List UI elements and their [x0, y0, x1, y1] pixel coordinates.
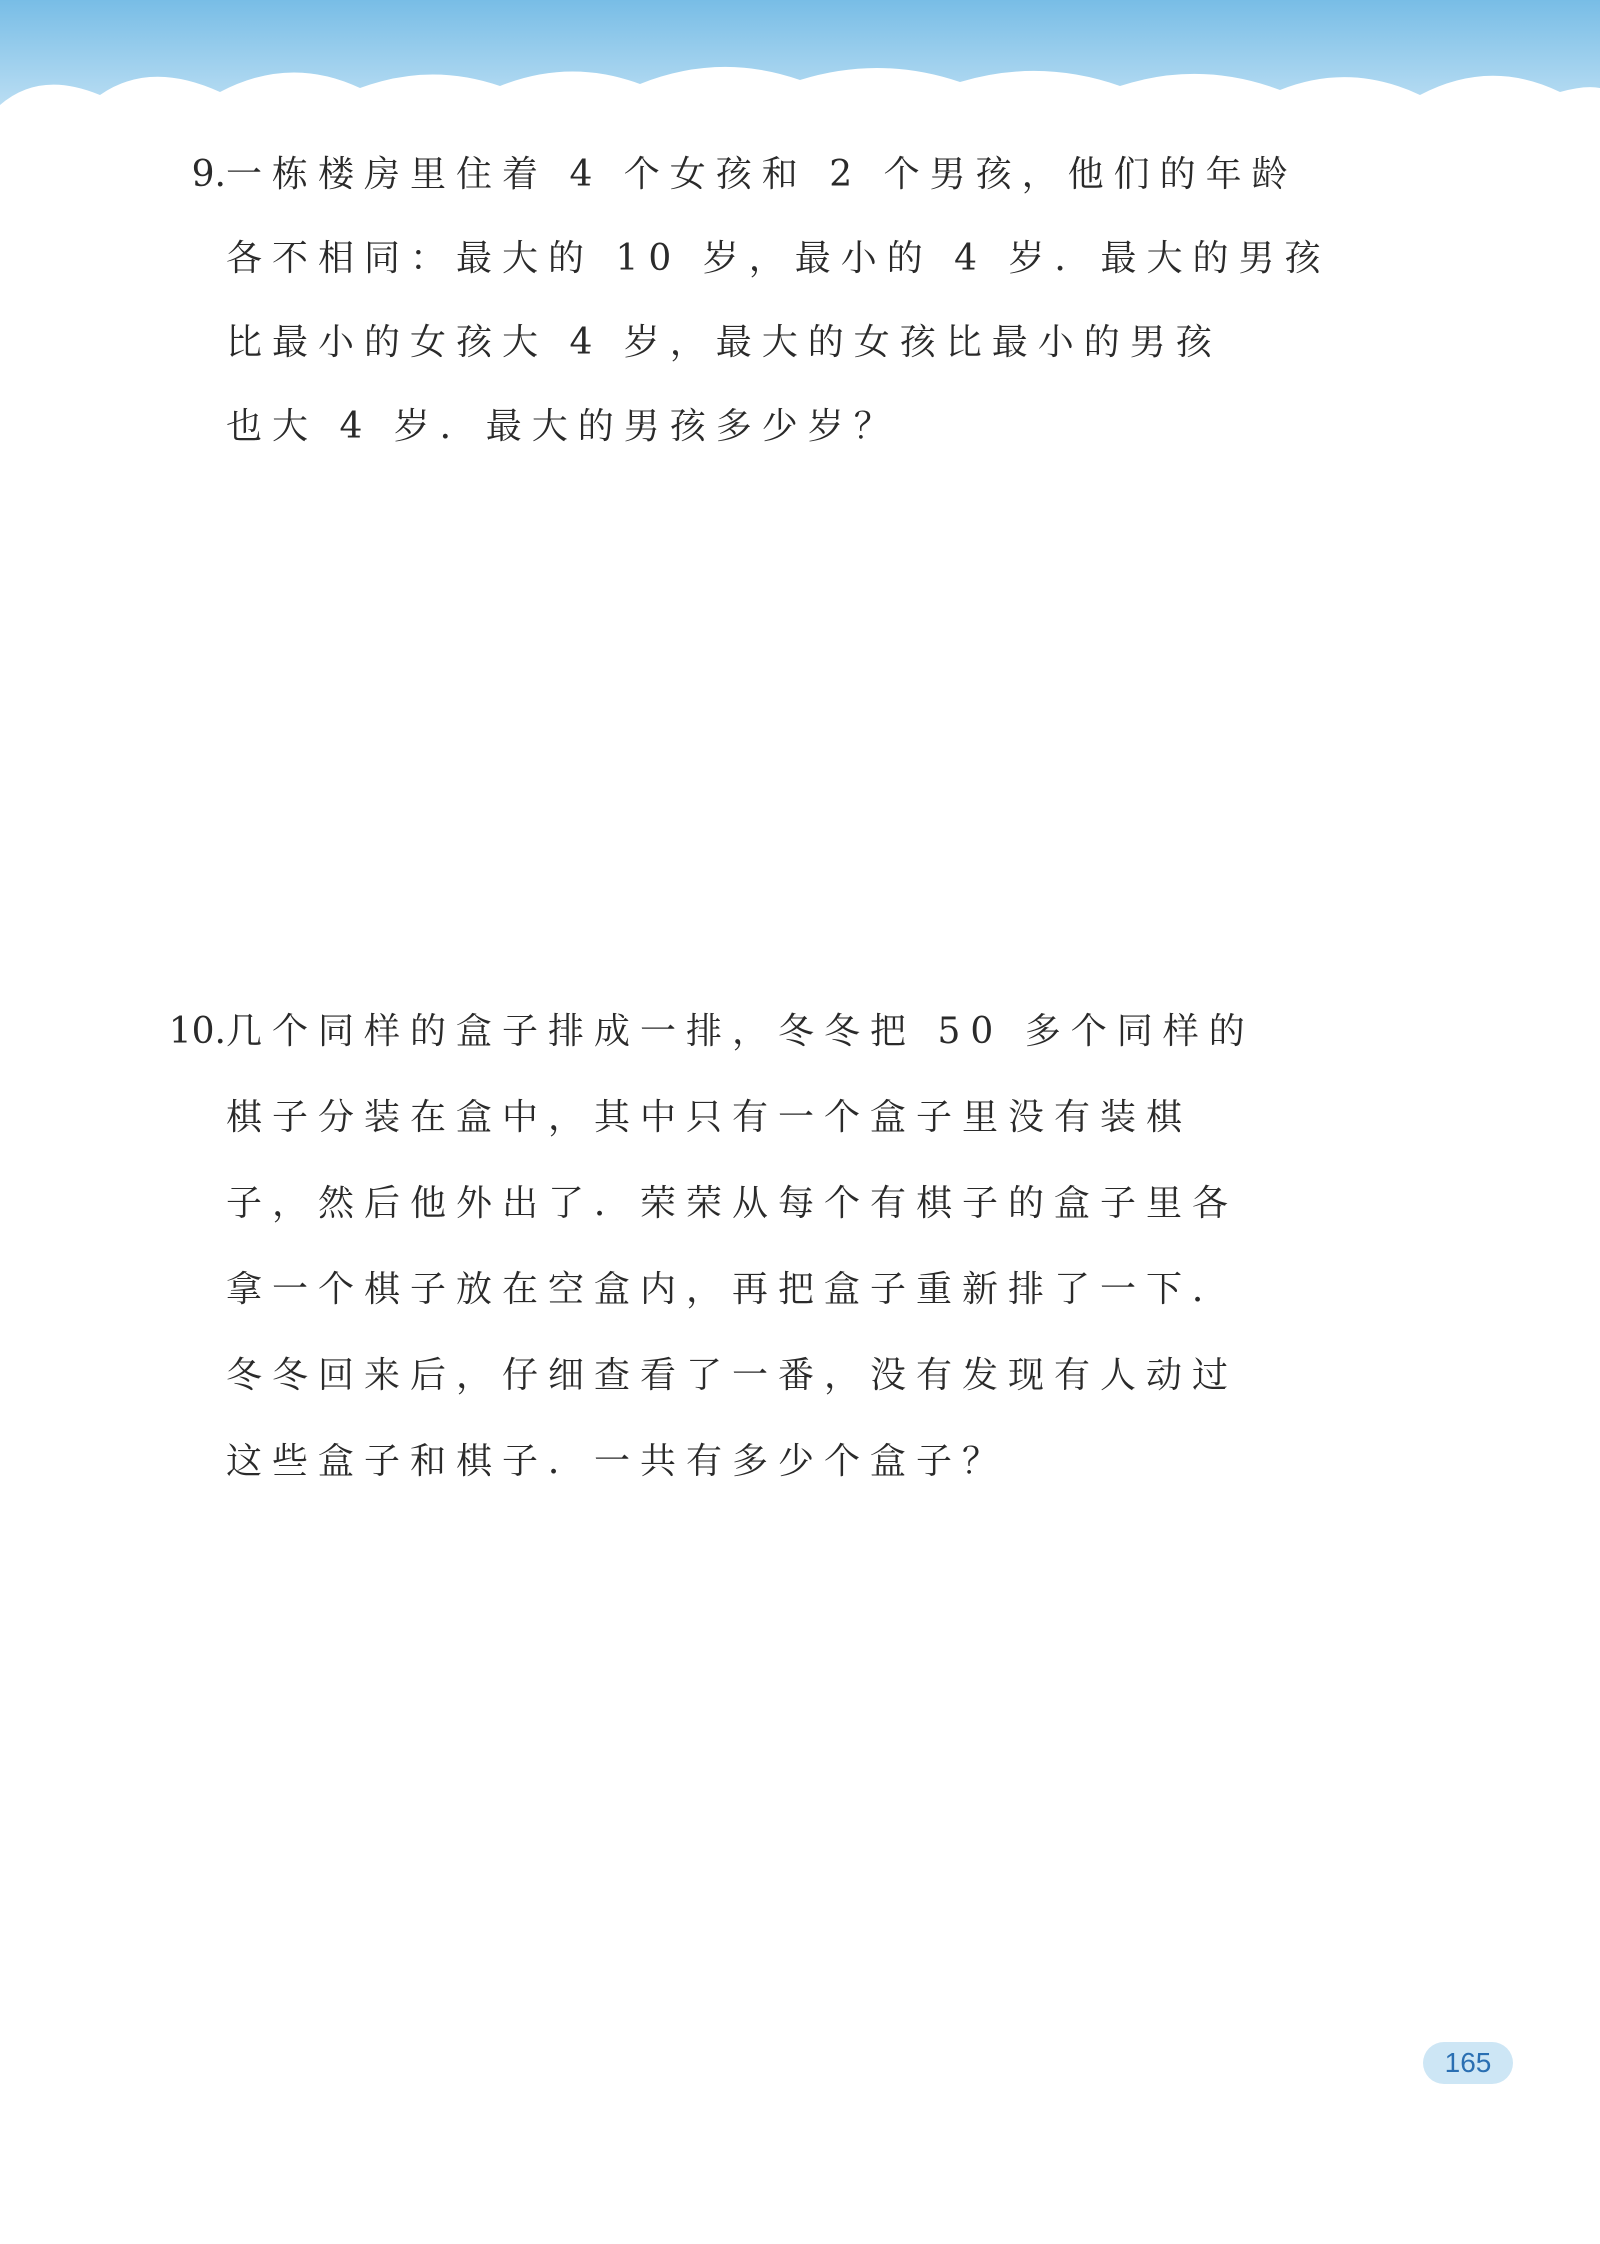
problem-text-line: 各不相同：最大的 10 岁，最小的 4 岁．最大的男孩 [226, 238, 1331, 279]
problem-text-line: 一栋楼房里住着 4 个女孩和 2 个男孩，他们的年龄 [226, 154, 1298, 195]
problem-text-line: 比最小的女孩大 4 岁，最大的女孩比最小的男孩 [226, 322, 1222, 363]
problem-number: 9. [191, 154, 226, 195]
sky-cloud-header [0, 0, 1600, 140]
problem-number: 10. [168, 1011, 226, 1052]
problem-text-line: 也大 4 岁．最大的男孩多少岁？ [226, 406, 900, 447]
problem-text-line: 这些盒子和棋子．一共有多少个盒子？ [226, 1441, 1009, 1482]
problem-text-line: 冬冬回来后，仔细查看了一番，没有发现有人动过 [226, 1355, 1239, 1396]
page-number-badge [1423, 2042, 1513, 2084]
page-number: 165 [1444, 2047, 1492, 2078]
problem-text-line: 棋子分装在盒中，其中只有一个盒子里没有装棋 [226, 1097, 1193, 1138]
problem-text-line: 几个同样的盒子排成一排，冬冬把 50 多个同样的 [226, 1011, 1255, 1052]
problem-text-line: 子，然后他外出了．荣荣从每个有棋子的盒子里各 [226, 1183, 1239, 1224]
problem-text-line: 拿一个棋子放在空盒内，再把盒子重新排了一下． [226, 1269, 1239, 1310]
